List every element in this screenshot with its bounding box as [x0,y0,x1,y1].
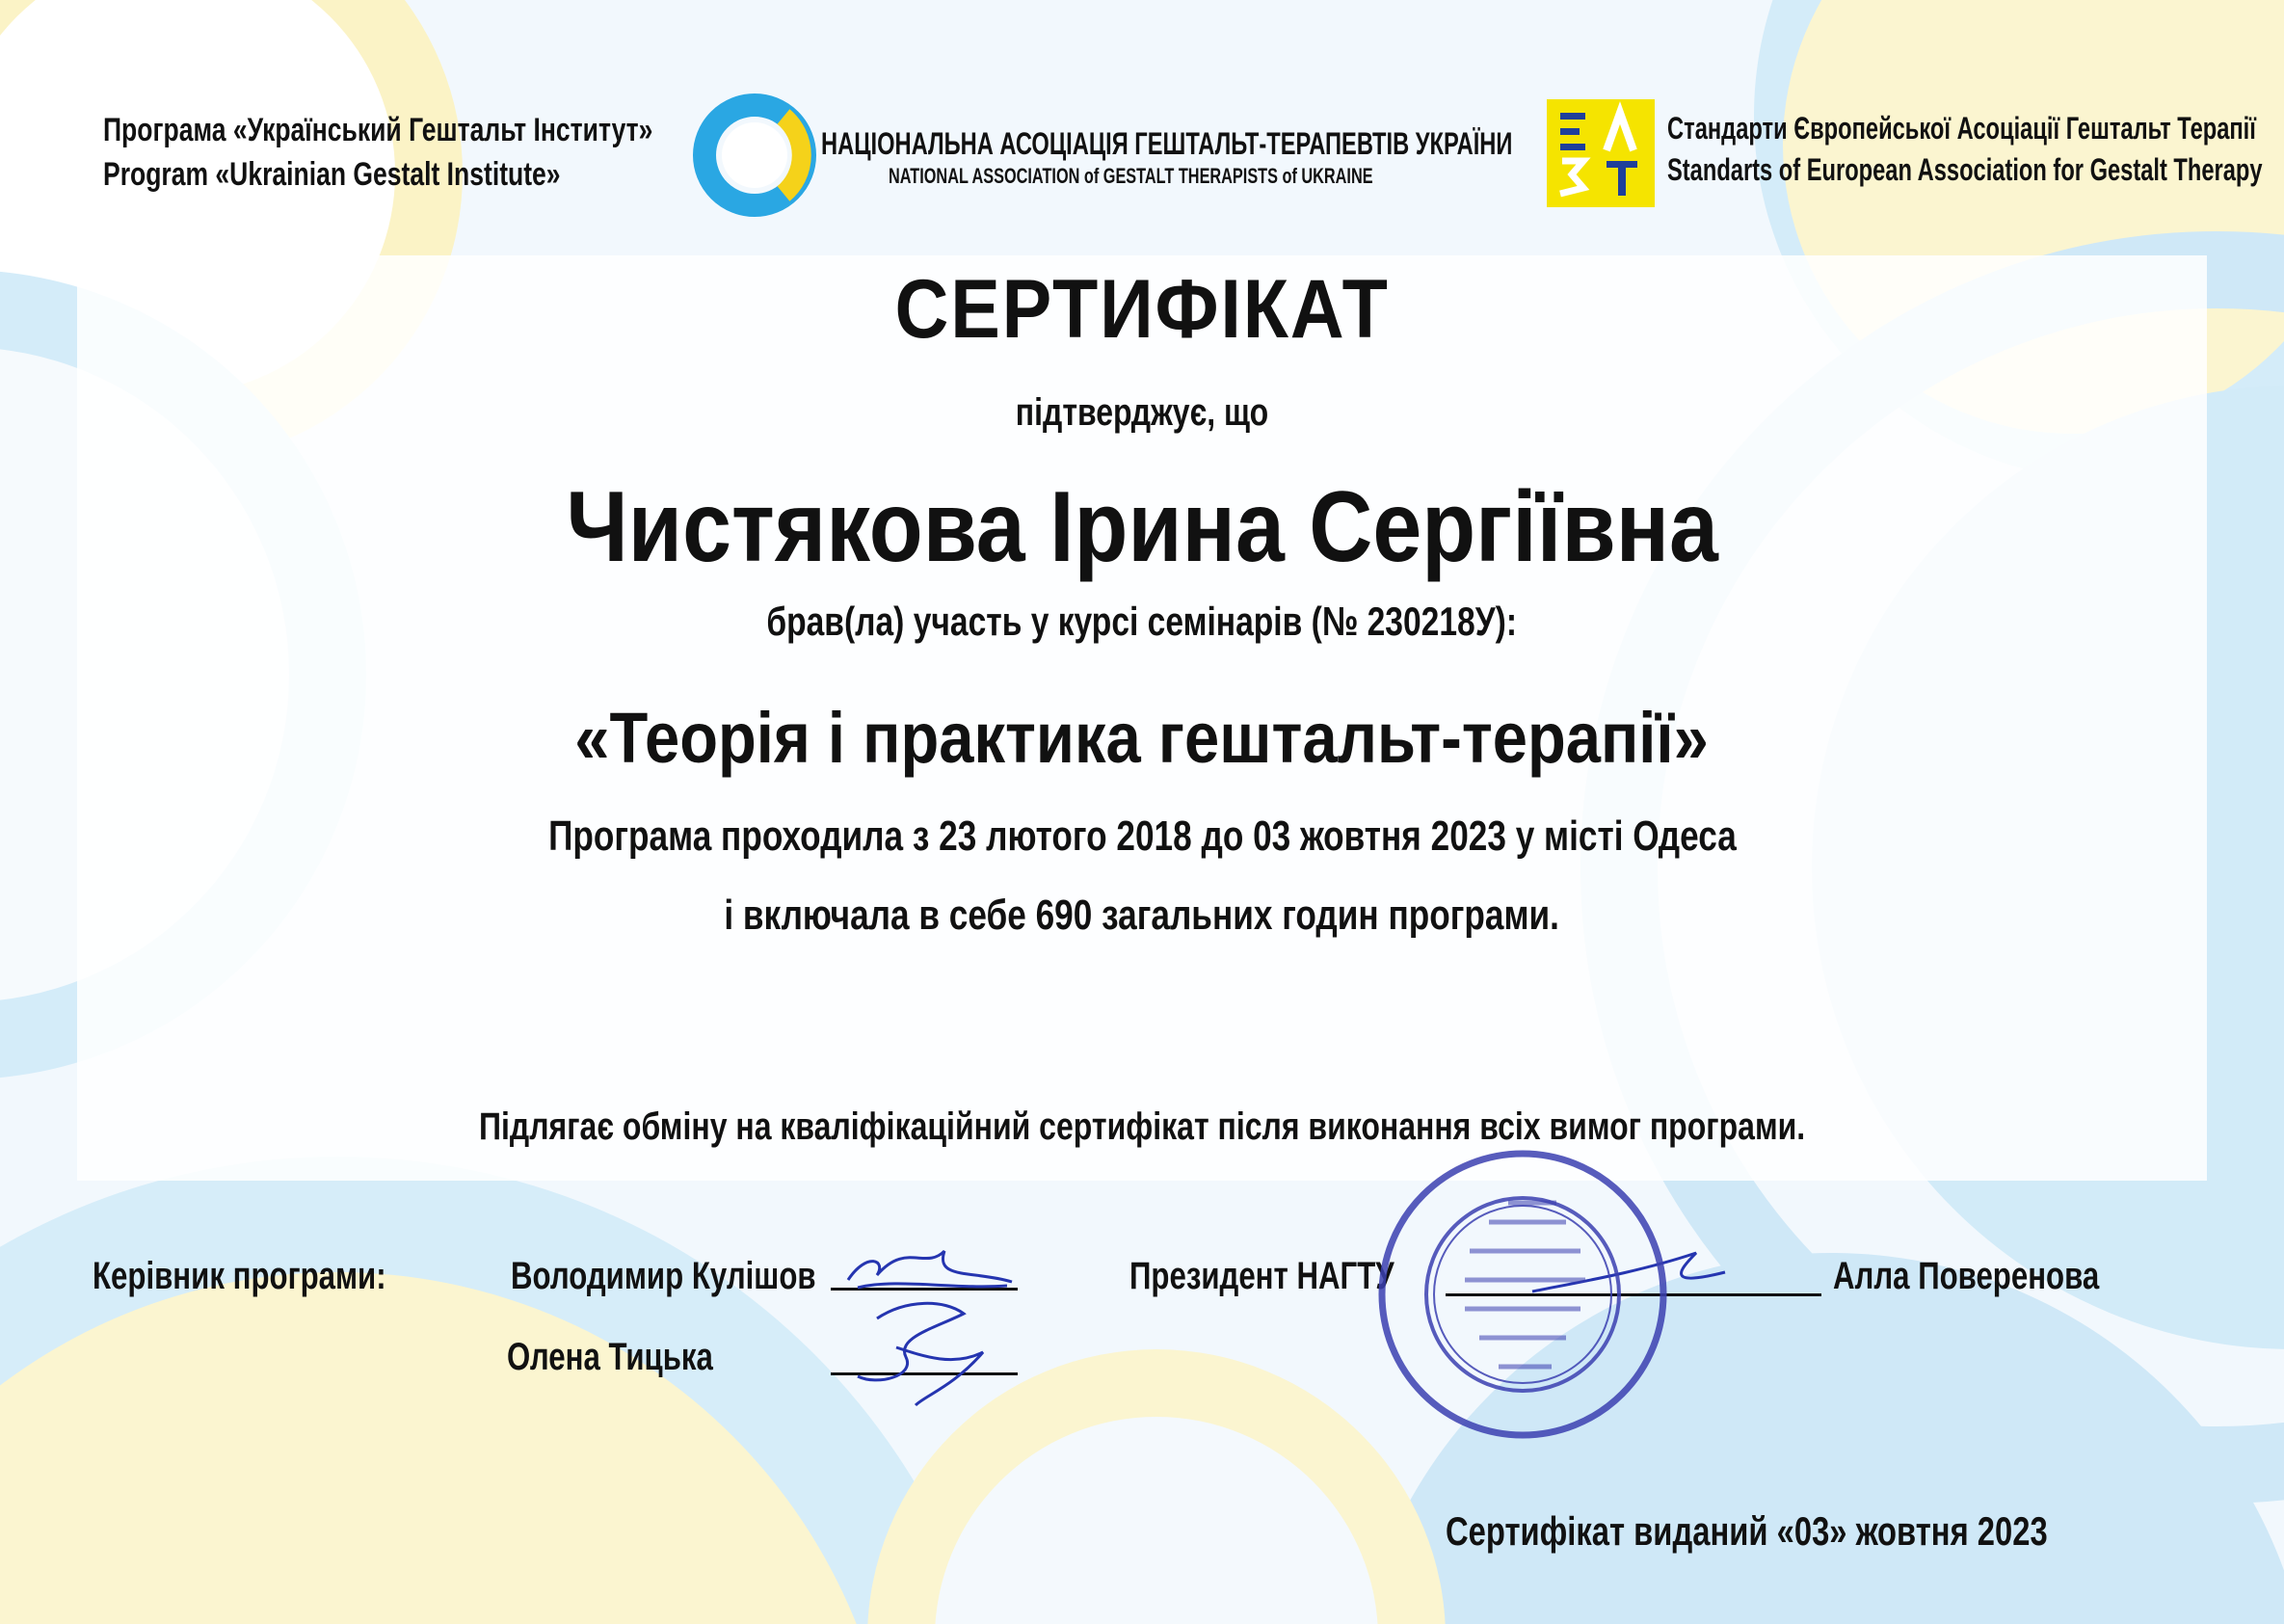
head1-name: Володимир Кулішов [511,1255,816,1297]
signatures-handwritten-icon [838,1222,1031,1415]
program-name-en: Program «Ukrainian Gestalt Institute» [103,156,561,193]
nagtu-logo-icon [692,93,817,218]
association-name-ua: НАЦІОНАЛЬНА АСОЦІАЦІЯ ГЕШТАЛЬТ-ТЕРАПЕВТІВ УКРАЇНИ [821,126,1513,161]
head2-name: Олена Тицька [507,1336,713,1378]
program-hours-text: і включала в себе 690 загальних годин програми. [724,892,1560,939]
eagt-standards-en: Standarts of European Association for Gestalt Therapy [1667,152,2263,187]
association-name-en: NATIONAL ASSOCIATION of GESTALT THERAPISTS of UKRAINE [889,164,1373,188]
issued-date: Сертифікат виданий «03» жовтня 2023 [1446,1508,2048,1554]
header-right [1667,108,2284,191]
certificate-title: СЕРТИФІКАТ [894,263,1390,356]
confirms-text: підтверджує, що [1015,391,1269,434]
course-title: «Теорія і практика гештальт-терапії» [574,698,1710,778]
program-heads-label: Керівник програми: [93,1255,386,1297]
official-stamp-icon [1373,1145,1672,1444]
program-name-ua: Програма «Український Гештальт Інститут» [103,112,653,148]
president-label: Президент НАГТУ [1129,1255,1394,1297]
president-name: Алла Поверенова [1833,1255,2100,1297]
program-dates-text: Програма проходила з 23 лютого 2018 до 03 жовтня 2023 у місті Одеса [547,812,1737,860]
exchange-note: Підлягає обміну на кваліфікаційний сертифікат після виконання всіх вимог програми. [478,1105,1806,1148]
participation-text: брав(ла) участь у курсі семінарів (№ 230218У): [766,599,1518,644]
recipient-name: Чистякова Ірина Сергіївна [566,471,1718,583]
eagt-logo-icon [1547,99,1655,207]
eagt-standards-ua: Стандарти Європейської Асоціації Гештальт Терапії [1667,111,2256,146]
